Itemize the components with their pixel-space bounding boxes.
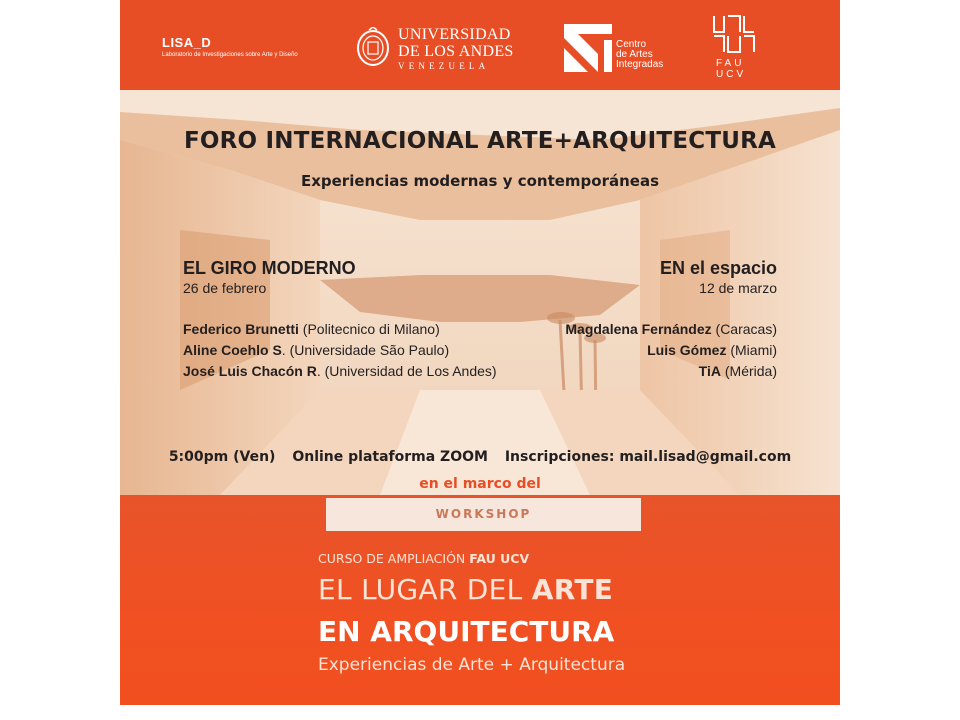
cai-line2: de Artes xyxy=(616,49,653,60)
event-subtitle: Experiencias modernas y contemporáneas xyxy=(300,172,660,190)
event-poster xyxy=(120,0,840,705)
cai-logo-icon xyxy=(564,24,612,72)
left-session-date: 26 de febrero xyxy=(183,280,267,296)
cai-line1: Centro xyxy=(616,39,647,50)
workshop-title-line3: Experiencias de Arte + Arquitectura xyxy=(318,655,626,675)
left-session xyxy=(183,257,497,382)
right-speakers xyxy=(565,319,777,382)
speaker-item: Aline Coehlo S. (Universidade São Paulo) xyxy=(183,342,450,358)
workshop-course: CURSO DE AMPLIACIÓN FAU UCV xyxy=(318,551,530,566)
workshop-label: WORKSHOP xyxy=(326,498,641,531)
cai-name xyxy=(616,40,663,70)
event-time: 5:00pm (Ven) xyxy=(168,449,276,465)
workshop-title-line1: EL LUGAR DEL ARTE xyxy=(318,573,614,606)
right-session-heading: EN el espacio xyxy=(659,258,777,278)
university-name xyxy=(398,26,514,71)
right-session-date: 12 de marzo xyxy=(699,280,777,296)
speaker-item: Luis Gómez (Miami) xyxy=(647,342,777,358)
event-platform: Online plataforma ZOOM xyxy=(292,449,488,465)
lisa-logo xyxy=(162,35,298,58)
fau-line2: UCV xyxy=(716,69,747,80)
fau-name xyxy=(716,58,746,80)
university-seal-icon xyxy=(355,27,391,67)
left-session-heading: EL GIRO MODERNO xyxy=(183,258,356,278)
marco-text: en el marco del xyxy=(419,476,541,492)
speaker-item: TiA (Mérida) xyxy=(698,363,777,379)
university-line1: UNIVERSIDAD xyxy=(398,26,511,43)
university-line2: DE LOS ANDES xyxy=(398,43,514,60)
logo-header xyxy=(120,0,840,90)
workshop-section xyxy=(120,495,840,705)
lisa-subtitle: Laboratorio de Investigaciones sobre Arte y Diseño xyxy=(162,52,298,58)
event-signup: Inscripciones: mail.lisad@gmail.com xyxy=(504,449,792,465)
event-info-line xyxy=(120,449,840,465)
cai-line3: Integradas xyxy=(616,59,664,70)
background-photo xyxy=(120,90,840,495)
speaker-item: Federico Brunetti (Politecnico di Milano) xyxy=(183,321,440,337)
lisa-name: LISA_D xyxy=(162,35,212,50)
fau-logo-icon xyxy=(712,14,756,54)
speaker-item: Magdalena Fernández (Caracas) xyxy=(565,321,777,337)
university-line3: VENEZUELA xyxy=(398,61,490,71)
event-title: FORO INTERNACIONAL ARTE+ARQUITECTURA xyxy=(183,128,776,154)
workshop-title-line2: EN ARQUITECTURA xyxy=(318,615,615,648)
right-session xyxy=(565,257,777,382)
speaker-item: José Luis Chacón R. (Universidad de Los Andes) xyxy=(183,363,497,379)
left-speakers xyxy=(183,319,497,382)
fau-line1: FAU xyxy=(716,58,745,69)
